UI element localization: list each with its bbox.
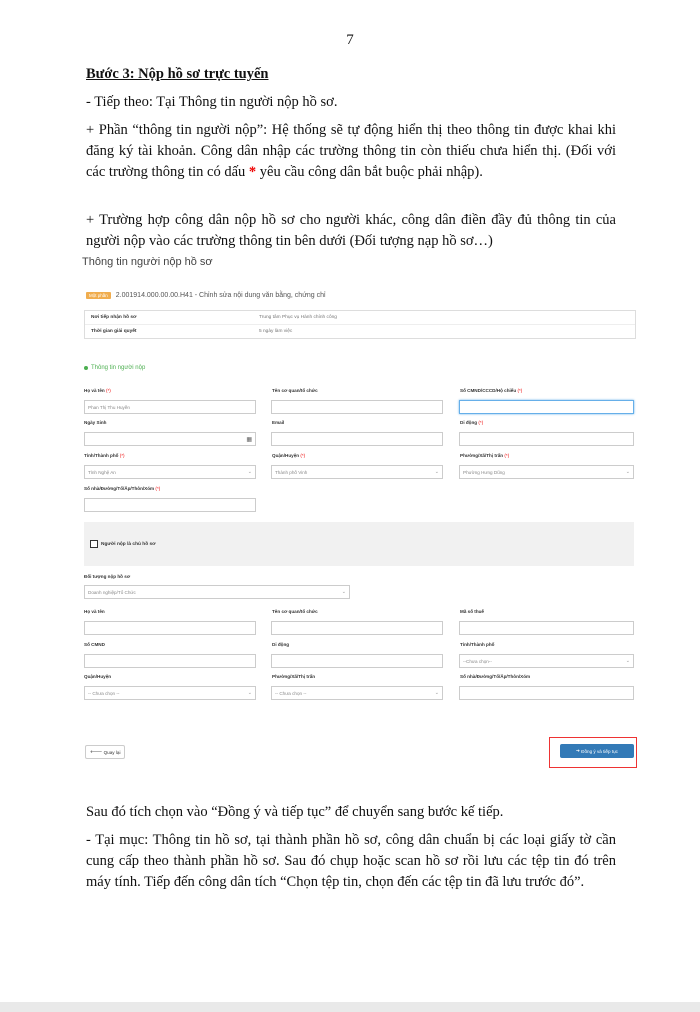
label-org-name: Tên cơ quan/tổ chức <box>272 609 318 614</box>
para-info-auto: + Phần “thông tin người nộp”: Hệ thống sẽ tự động hiển thị theo thông tin được khai khi đăng ký tài khoản. Công dân nhập các trường thông tin còn thiếu chưa hiển thị. (Đối với các trường thông tin có dấu * yêu cầu công dân bắt buộc phải nhập). <box>86 122 616 180</box>
section-applicant: Thông tin người nộp <box>84 365 145 371</box>
bullet-icon <box>84 366 88 370</box>
label-ward: Phường/Xã/Thị trấn (*) <box>460 453 510 458</box>
label-id: Số CMND/CCCD/Hộ chiếu (*) <box>460 388 523 393</box>
org-id-input[interactable] <box>84 654 256 668</box>
org-fullname-input[interactable] <box>84 621 256 635</box>
label-org-ward: Phường/Xã/Thị trấn <box>272 674 316 679</box>
chevron-down-icon: ⌄ <box>625 469 630 475</box>
owner-checkbox-panel <box>84 522 634 566</box>
label-tax-code: Mã số thuế <box>460 609 484 614</box>
checkbox-icon <box>90 540 98 548</box>
chevron-down-icon: ⌄ <box>341 589 346 595</box>
address-input[interactable] <box>84 498 256 512</box>
label-org: Tên cơ quan/tổ chức <box>272 388 318 393</box>
ward-select[interactable]: Phường Hưng Dũng ⌄ <box>459 465 634 479</box>
phone-input[interactable] <box>459 432 634 446</box>
label-submitter-type: Đối tượng nộp hồ sơ <box>84 574 131 579</box>
para-next-step: Sau đó tích chọn vào “Đồng ý và tiếp tục” để chuyển sang bước kế tiếp. <box>86 804 504 820</box>
label-address: Số nhà/Đường/Tổ/Ấp/Thôn/Xóm (*) <box>84 486 161 491</box>
org-province-select[interactable]: --Chưa chọn-- ⌄ <box>459 654 634 668</box>
district-select[interactable]: Thành phố Vinh ⌄ <box>271 465 443 479</box>
para-documents: - Tại mục: Thông tin hồ sơ, tại thành phần hồ sơ, công dân chuẩn bị các loại giấy tờ cần cung cấp theo thành phần hồ sơ. Sau đó chụp hoặc scan hồ sơ rồi lưu các tệp tin đó trên máy tính. Tiếp đến công dân tích “Chọn tệp tin, chọn đến các tệp tin đã lưu trước đó”. <box>86 832 616 890</box>
org-input[interactable] <box>271 400 443 414</box>
dob-input[interactable] <box>84 432 256 446</box>
tax-code-input[interactable] <box>459 621 634 635</box>
level-badge: Một phần <box>86 292 111 299</box>
required-star: * <box>248 164 257 180</box>
org-district-select[interactable]: -- Chưa chọn -- ⌄ <box>84 686 256 700</box>
label-org-province: Tỉnh/Thành phố <box>460 642 495 647</box>
procedure-name: 2.001914.000.00.00.H41 - Chỉnh sửa nội dung văn bằng, chứng chỉ <box>115 292 326 299</box>
label-district: Quận/Huyện (*) <box>272 453 306 458</box>
chevron-down-icon: ⌄ <box>434 690 439 696</box>
submitter-type-select[interactable]: Doanh nghiệp/Tổ Chức ⌄ <box>84 585 350 599</box>
label-org-id: Số CMND <box>84 642 105 647</box>
table-row: Thời gian giải quyết 5 ngày làm việc <box>91 329 293 334</box>
bottom-band <box>0 1002 700 1012</box>
chevron-down-icon: ⌄ <box>434 469 439 475</box>
back-button[interactable]: 🡐 Quay lại <box>85 745 125 759</box>
org-phone-input[interactable] <box>271 654 443 668</box>
procedure-line <box>86 292 326 299</box>
label-phone: Di động (*) <box>460 420 484 425</box>
org-address-input[interactable] <box>459 686 634 700</box>
page-number: 7 <box>346 32 354 48</box>
label-fullname: Họ và tên (*) <box>84 388 111 393</box>
para-intro: - Tiếp theo: Tại Thông tin người nộp hồ sơ. <box>86 94 338 110</box>
agree-continue-button[interactable]: ➔ Đồng ý và tiếp tục <box>560 744 634 758</box>
label-email: Email <box>272 420 285 425</box>
arrow-left-icon: 🡐 <box>90 749 103 754</box>
label-org-phone: Di động <box>272 642 290 647</box>
chevron-down-icon: ⌄ <box>247 469 252 475</box>
para-other-person: + Trường hợp công dân nộp hồ sơ cho người khác, công dân điền đầy đủ thông tin của người nộp vào các trường thông tin bên dưới (Đối tượng nạp hồ sơ…) <box>86 212 616 249</box>
email-input[interactable] <box>271 432 443 446</box>
label-org-fullname: Họ và tên <box>84 609 105 614</box>
label-org-district: Quận/Huyện <box>84 674 112 679</box>
owner-checkbox[interactable]: Người nộp là chủ hồ sơ <box>90 540 156 548</box>
table-row: Nơi tiếp nhận hồ sơ Trung tâm Phục vụ Hành chính công <box>85 311 635 325</box>
procedure-info-table <box>84 310 636 339</box>
screen-title: Thông tin người nộp hồ sơ <box>82 256 213 268</box>
label-province: Tỉnh/Thành phố (*) <box>84 453 125 458</box>
province-select[interactable]: Tỉnh Nghệ An ⌄ <box>84 465 256 479</box>
org-ward-select[interactable]: -- Chưa chọn -- ⌄ <box>271 686 443 700</box>
calendar-icon: ▦ <box>246 436 252 443</box>
arrow-right-icon: ➔ <box>576 748 580 753</box>
id-number-input[interactable] <box>459 400 634 414</box>
fullname-input[interactable]: Phan Thị Thu Huyền <box>84 400 256 414</box>
chevron-down-icon: ⌄ <box>625 658 630 664</box>
step-heading-block <box>86 64 616 85</box>
label-org-address: Số nhà/Đường/Tổ/Ấp/Thôn/Xóm <box>460 674 531 679</box>
label-dob: Ngày Sinh <box>84 420 107 425</box>
chevron-down-icon: ⌄ <box>247 690 252 696</box>
screenshot <box>80 252 640 792</box>
step-heading: Bước 3: Nộp hồ sơ trực tuyến <box>86 66 269 82</box>
org-name-input[interactable] <box>271 621 443 635</box>
